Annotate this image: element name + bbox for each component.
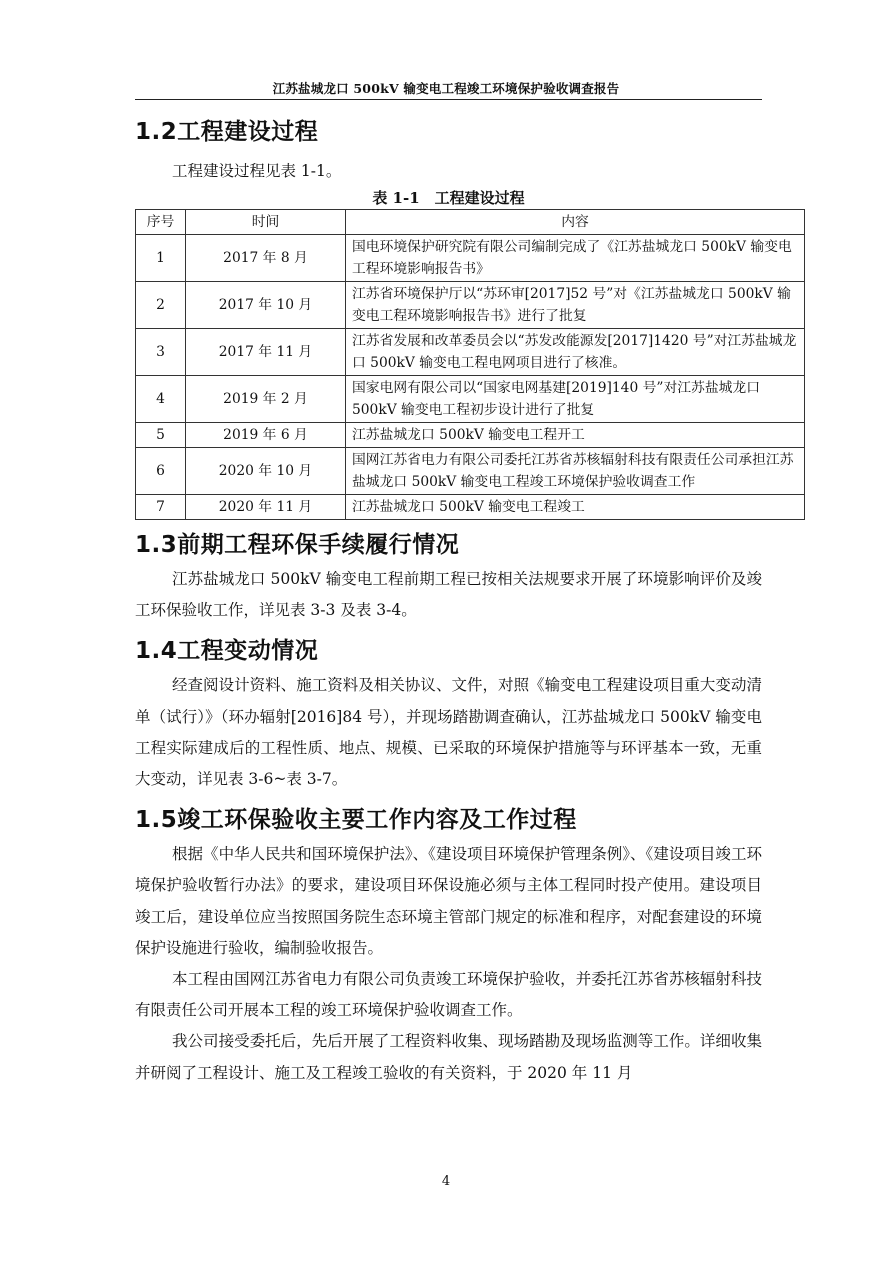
table-row xyxy=(136,282,805,329)
table-row xyxy=(136,376,805,423)
row-time: 2017 年 11 月 xyxy=(186,329,346,376)
column-header-index: 序号 xyxy=(136,210,186,235)
construction-process-table xyxy=(135,209,805,520)
page-number: 4 xyxy=(441,1174,451,1189)
section-1-2-heading: 1.2工程建设过程 xyxy=(135,119,319,145)
header-divider xyxy=(135,99,762,100)
row-content: 国家电网有限公司以“国家电网基建[2019]140 号”对江苏盐城龙口 500kV 输变电工程初步设计进行了批复 xyxy=(346,376,805,423)
row-content: 江苏盐城龙口 500kV 输变电工程竣工 xyxy=(346,495,805,520)
row-time: 2020 年 10 月 xyxy=(186,448,346,495)
row-index: 7 xyxy=(136,495,186,520)
table-row xyxy=(136,448,805,495)
table-row xyxy=(136,329,805,376)
column-header-time: 时间 xyxy=(186,210,346,235)
row-content: 江苏省发展和改革委员会以“苏发改能源发[2017]1420 号”对江苏盐城龙口 500kV 输变电工程电网项目进行了核准。 xyxy=(346,329,805,376)
row-index: 4 xyxy=(136,376,186,423)
table-row xyxy=(136,495,805,520)
section-1-3-paragraph: 江苏盐城龙口 500kV 输变电工程前期工程已按相关法规要求开展了环境影响评价及竣工环保验收工作，详见表 3-3 及表 3-4。 xyxy=(135,570,762,620)
section-1-2-intro: 工程建设过程见表 1-1。 xyxy=(172,162,342,180)
row-time: 2017 年 10 月 xyxy=(186,282,346,329)
table-row xyxy=(136,423,805,448)
row-content: 江苏盐城龙口 500kV 输变电工程开工 xyxy=(346,423,805,448)
section-1-4-paragraph: 经查阅设计资料、施工资料及相关协议、文件，对照《输变电工程建设项目重大变动清单（试行）》（环办辐射[2016]84 号），并现场踏勘调查确认，江苏盐城龙口 500kV 输变电工程实际建成后的工程性质、地点、规模、已采取的环境保护措施等与环评基本一致，无重大变动，详见表 3-6~表 3-7。 xyxy=(135,676,762,789)
table-header-row xyxy=(136,210,805,235)
table-row xyxy=(136,235,805,282)
section-1-4-heading: 1.4工程变动情况 xyxy=(135,638,319,665)
row-index: 3 xyxy=(136,329,186,376)
row-time: 2019 年 6 月 xyxy=(186,423,346,448)
row-index: 5 xyxy=(136,423,186,448)
section-1-5-paragraph-2: 本工程由国网江苏省电力有限公司负责竣工环境保护验收，并委托江苏省苏核辐射科技有限责任公司开展本工程的竣工环境保护验收调查工作。 xyxy=(135,970,762,1020)
row-time: 2019 年 2 月 xyxy=(186,376,346,423)
row-content: 江苏省环境保护厅以“苏环审[2017]52 号”对《江苏盐城龙口 500kV 输变电工程环境影响报告书》进行了批复 xyxy=(346,282,805,329)
row-index: 2 xyxy=(136,282,186,329)
row-time: 2017 年 8 月 xyxy=(186,235,346,282)
table-caption: 表 1-1 工程建设过程 xyxy=(372,189,525,207)
page-content xyxy=(135,113,797,1089)
section-1-5-paragraph-1: 根据《中华人民共和国环境保护法》、《建设项目环境保护管理条例》、《建设项目竣工环境保护验收暂行办法》的要求，建设项目环保设施必须与主体工程同时投产使用。建设项目竣工后，建设单位应当按照国务院生态环境主管部门规定的标准和程序，对配套建设的环境保护设施进行验收，编制验收报告。 xyxy=(135,845,762,957)
row-content: 国网江苏省电力有限公司委托江苏省苏核辐射科技有限责任公司承担江苏盐城龙口 500kV 输变电工程竣工环境保护验收调查工作 xyxy=(346,448,805,495)
running-header: 江苏盐城龙口 500kV 输变电工程竣工环境保护验收调查报告 xyxy=(272,81,620,96)
section-1-5-paragraph-3: 我公司接受委托后，先后开展了工程资料收集、现场踏勘及现场监测等工作。详细收集并研阅了工程设计、施工及工程竣工验收的有关资料，于 2020 年 11 月 xyxy=(135,1032,762,1082)
column-header-content: 内容 xyxy=(346,210,805,235)
row-index: 6 xyxy=(136,448,186,495)
row-index: 1 xyxy=(136,235,186,282)
row-content: 国电环境保护研究院有限公司编制完成了《江苏盐城龙口 500kV 输变电工程环境影响报告书》 xyxy=(346,235,805,282)
row-time: 2020 年 11 月 xyxy=(186,495,346,520)
section-1-5-heading: 1.5竣工环保验收主要工作内容及工作过程 xyxy=(135,807,577,834)
section-1-3-heading: 1.3前期工程环保手续履行情况 xyxy=(135,532,460,558)
